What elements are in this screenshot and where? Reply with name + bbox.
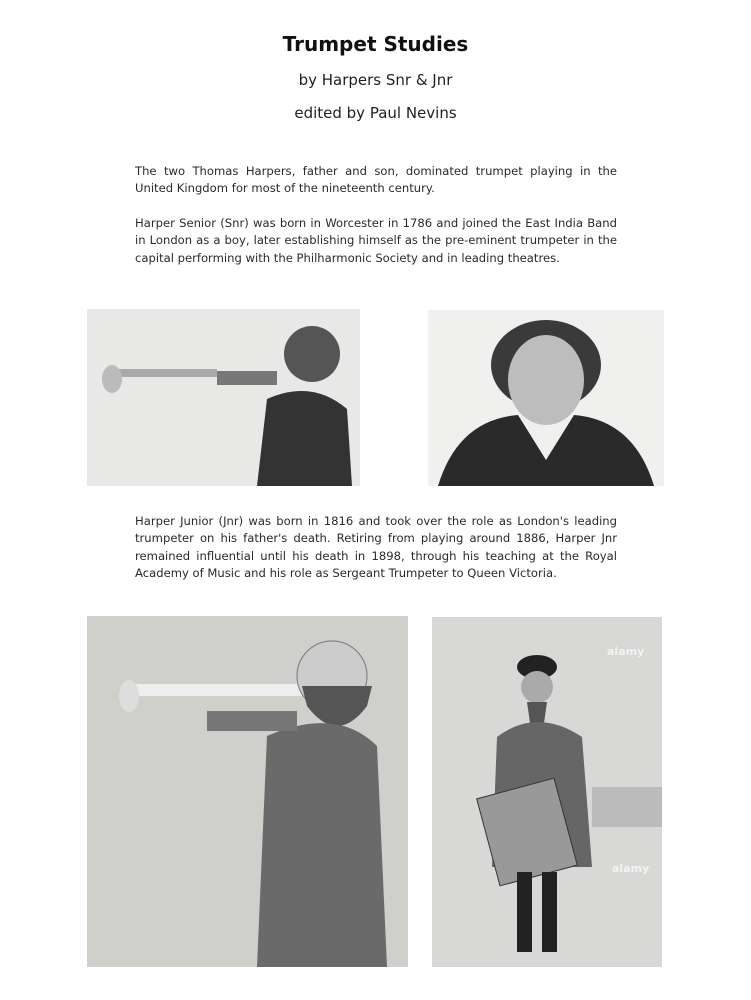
- harper-senior-portrait-image: [428, 310, 664, 486]
- harper-junior-playing-image: [87, 616, 408, 967]
- harper-senior-playing-image: [87, 309, 360, 486]
- page-title: Trumpet Studies: [282, 32, 469, 56]
- watermark-logo: alamy: [607, 645, 645, 658]
- senior-paragraph: Harper Senior (Snr) was born in Worcester in 1786 and joined the East India Band in London as a boy, later establishing himself as the pre-eminent trumpeter in the capital performing with the Philharmonic Society and in leading theatres.: [135, 216, 617, 265]
- intro-paragraph: The two Thomas Harpers, father and son, dominated trumpet playing in the United Kingdom for most of the nineteenth century.: [135, 164, 617, 196]
- subtitle: by Harpers Snr & Jnr: [298, 71, 453, 89]
- watermark-logo: alamy: [612, 862, 650, 875]
- junior-paragraph: Harper Junior (Jnr) was born in 1816 and took over the role as London's leading trumpeter on his father's death. Retiring from playing around 1886, Harper Jnr remained influential until his death in 1898, through his teaching at the Royal Academy of Music and his role as Sergeant Trumpeter to Queen Victoria.: [135, 514, 617, 580]
- harper-junior-ceremonial-image: [432, 617, 662, 967]
- editor-credit: edited by Paul Nevins: [294, 104, 457, 122]
